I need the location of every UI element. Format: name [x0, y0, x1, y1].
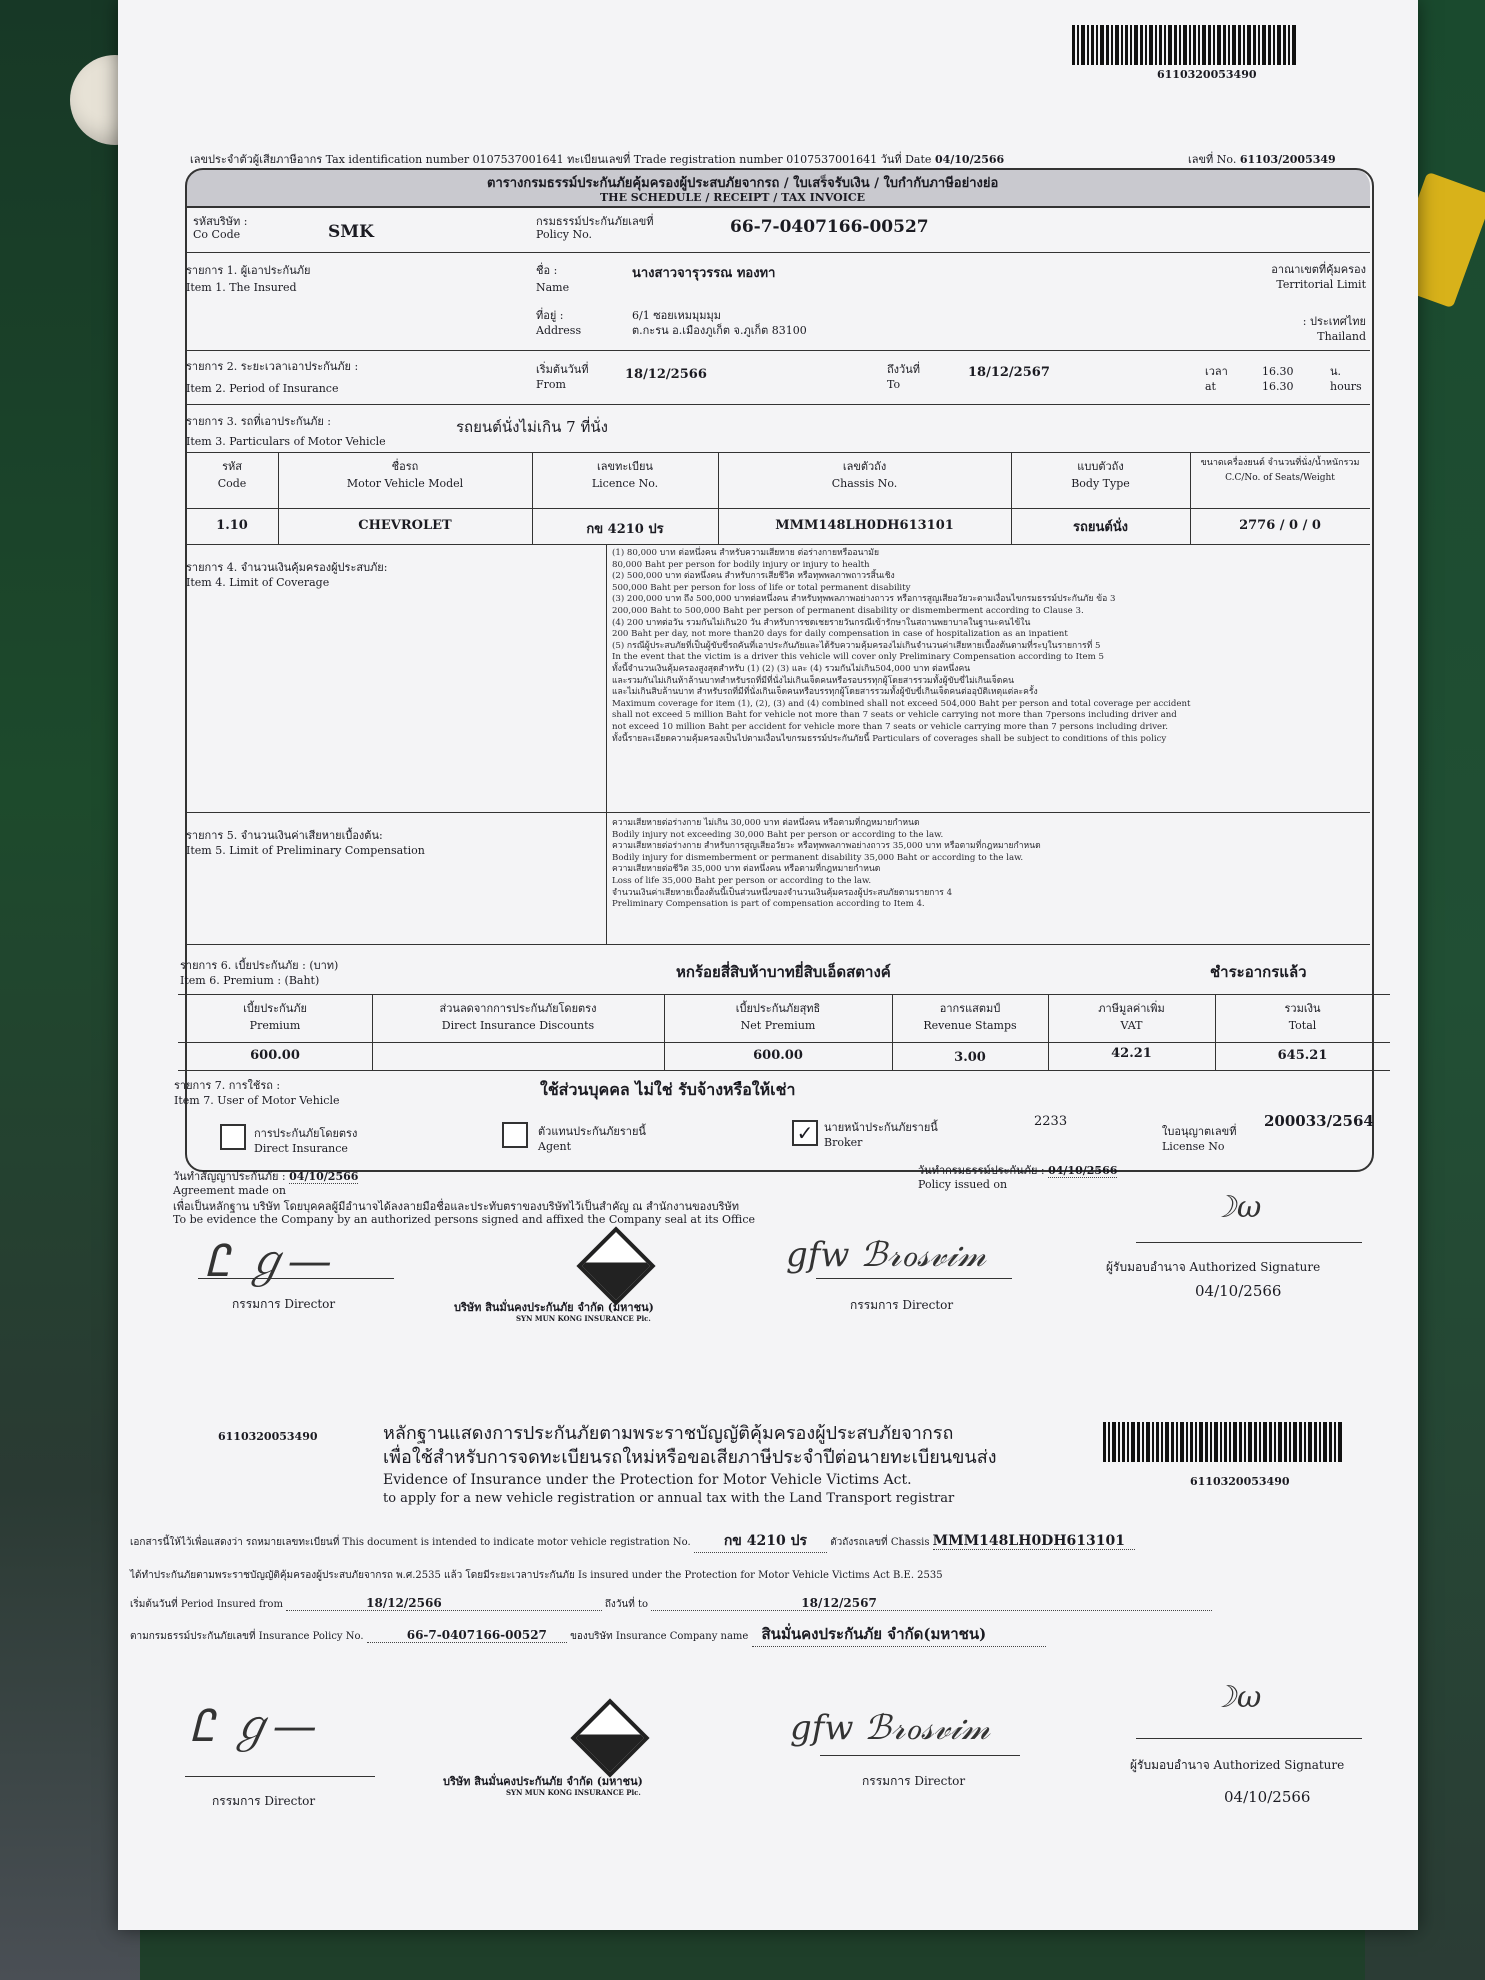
vh-model-th: ชื่อรถ [391, 460, 419, 473]
ph-vat-th: ภาษีมูลค่าเพิ่ม [1098, 1002, 1165, 1015]
item1-th: รายการ 1. ผู้เอาประกันภัย [186, 264, 311, 277]
address-line2: ต.กะรน อ.เมืองภูเก็ต จ.ภูเก็ต 83100 [632, 324, 807, 337]
broker-th: นายหน้าประกันภัยรายนี้ [824, 1121, 938, 1134]
vh-engine-en: C.C/No. of Seats/Weight [1225, 473, 1335, 483]
divider [186, 404, 1370, 405]
director-signature-1: Ꮭ ℊ— [205, 1236, 332, 1287]
license-en: License No [1162, 1140, 1225, 1153]
evidence-policy-no: 66-7-0407166-00527 [367, 1628, 567, 1643]
agent-label [538, 1124, 646, 1154]
broker-checkbox: ✓ [792, 1120, 818, 1146]
coverage-line: 200,000 Baht to 500,000 Baht per person of permanent disability or dismemberment according to Clause 3. [612, 605, 1084, 616]
ph-discount-en: Direct Insurance Discounts [441, 1019, 595, 1032]
premium-value: 600.00 [250, 1048, 300, 1063]
ph-stamps-th: อากรแสตมป์ [939, 1002, 1001, 1015]
vh-model [278, 458, 532, 492]
item1-label [186, 262, 310, 296]
net-premium-value: 600.00 [753, 1048, 803, 1063]
director-signature-3: Ꮭ ℊ— [190, 1701, 317, 1752]
issued-date: 04/10/2566 [1048, 1164, 1118, 1177]
vehicle-code: 1.10 [216, 518, 248, 533]
prelim-line: Bodily injury not exceeding 30,000 Baht per person or according to the law. [612, 829, 944, 840]
company-th-1: บริษัท สินมั่นคงประกันภัย จำกัด (มหาชน) [454, 1301, 654, 1314]
divider [178, 1070, 1390, 1071]
coverage-line: 200 Baht per day, not more than20 days for daily compensation in case of hospitalization as an inpatient [612, 629, 1068, 640]
ph-net-th: เบี้ยประกันภัยสุทธิ [735, 1002, 821, 1015]
evidence-line3 [130, 1596, 1212, 1612]
country-en: Thailand [1317, 330, 1366, 343]
period-from-date: 18/12/2566 [286, 1596, 602, 1611]
coverage-line: 80,000 Baht per person for bodily injury or injury to health [612, 559, 870, 570]
barcode-top-number: 6110320053490 [1157, 68, 1257, 81]
vh-body [1011, 458, 1190, 492]
vh-chassis-th: เลขตัวถัง [842, 460, 887, 473]
ph-discount-th: ส่วนลดจากการประกันภัยโดยตรง [439, 1002, 597, 1015]
director-label-2: กรรมการ Director [850, 1298, 954, 1312]
address-en: Address [536, 324, 582, 337]
prelim-line: ความเสียหายต่อร่างกาย ไม่เกิน 30,000 บาท ต่อหนึ่งคน หรือตามที่กฎหมายกำหนด [612, 818, 920, 828]
evidence-title-en2: to apply for a new vehicle registration or annual tax with the Land Transport registrar [383, 1491, 955, 1506]
ph-discount [372, 1000, 664, 1034]
direct-insurance-checkbox [220, 1124, 246, 1150]
direct-label [254, 1126, 357, 1156]
agent-checkbox [502, 1122, 528, 1148]
address-line1: 6/1 ซอยเหมมุมมุม [632, 309, 721, 322]
tax-id: 0107537001641 [472, 153, 564, 166]
vh-engine [1190, 456, 1370, 486]
issued-th [918, 1164, 1117, 1178]
coverage-line: not exceed 10 million Baht per accident for vehicle more than 7 seats or vehicle carrying more than 7 persons including driver. [612, 721, 1169, 732]
vh-body-th: แบบตัวถัง [1077, 460, 1124, 473]
signature-line [1136, 1242, 1362, 1243]
to-en: To [887, 378, 901, 391]
item1-en: Item 1. The Insured [186, 281, 297, 294]
time-unit-th: น. [1330, 365, 1342, 378]
item5-en: Item 5. Limit of Preliminary Compensation [186, 844, 425, 857]
policy-label-th: กรมธรรม์ประกันภัยเลขที่ [536, 215, 654, 228]
stamps-value: 3.00 [954, 1050, 986, 1065]
evidence-company-label: ของบริษัท Insurance Company name [570, 1631, 749, 1642]
territorial-th: อาณาเขตที่คุ้มครอง [1271, 263, 1366, 276]
trade-label: ทะเบียนเลขที่ Trade registration number [567, 153, 783, 166]
to-date: 18/12/2567 [968, 365, 1050, 380]
address-value [632, 308, 807, 338]
coverage-line: (3) 200,000 บาท ถึง 500,000 บาทต่อหนึ่งคน สำหรับทุพพลภาพอย่างถาวร หรือการสูญเสียอวัยวะตามเงื่อนไขกรมธรรม์ประกันภัย ข้อ 3 [612, 594, 1116, 605]
territorial-label [1238, 262, 1366, 292]
evidence-title-th1: หลักฐานแสดงการประกันภัยตามพระราชบัญญัติคุ้มครองผู้ประสบภัยจากรถ [383, 1423, 954, 1444]
evidence-title-th2: เพื่อใช้สำหรับการจดทะเบียนรถใหม่หรือขอเสียภาษีประจำปีต่อนายทะเบียนขนส่ง [383, 1447, 997, 1468]
license-label [1162, 1124, 1236, 1154]
license-th: ใบอนุญาตเลขที่ [1162, 1125, 1237, 1138]
authorized-signature-2: ☽ω [1210, 1680, 1262, 1715]
director-label-3: กรรมการ Director [212, 1794, 316, 1808]
company-en-1: SYN MUN KONG INSURANCE Plc. [516, 1314, 651, 1323]
broker-label [824, 1120, 938, 1150]
item2-en: Item 2. Period of Insurance [186, 382, 339, 395]
license-no: 200033/2564 [1264, 1112, 1374, 1130]
vh-chassis-en: Chassis No. [831, 477, 898, 490]
issued-en: Policy issued on [918, 1178, 1008, 1191]
item7-label [174, 1078, 339, 1108]
time-val-2: 16.30 [1262, 380, 1294, 393]
authorized-label-2: ผู้รับมอบอำนาจ Authorized Signature [1130, 1758, 1345, 1772]
ph-net [664, 1000, 892, 1034]
agreement-th [173, 1170, 358, 1184]
barcode-bottom [1103, 1422, 1388, 1462]
coverage-line: (4) 200 บาทต่อวัน รวมกันไม่เกิน20 วัน สำหรับการชดเชยรายวันกรณีเข้ารักษาในสถานพยาบาลในฐานะคนไข้ใน [612, 617, 1031, 628]
barcode-top [1072, 25, 1337, 65]
vh-licence [532, 458, 718, 492]
time-unit [1330, 364, 1362, 394]
time-unit-en: hours [1330, 380, 1362, 393]
col-line [606, 544, 607, 944]
coverage-line: (5) กรณีผู้ประสบภัยที่เป็นผู้ขับขี่รถคันที่เอาประกันภัยและได้รับความคุ้มครองไม่เกินจำนวนค่าเสียหายเบื้องต้นตามที่ระบุในรายการที่ 5 [612, 640, 1101, 651]
vh-engine-th: ขนาดเครื่องยนต์ จำนวนที่นั่ง/น้ำหนักรวม [1200, 458, 1360, 468]
ph-premium [178, 1000, 372, 1034]
policy-label-en: Policy No. [536, 228, 593, 241]
item7-en: Item 7. User of Motor Vehicle [174, 1094, 340, 1107]
time-value [1262, 364, 1294, 394]
from-en: From [536, 378, 566, 391]
item4-th: รายการ 4. จำนวนเงินคุ้มครองผู้ประสบภัย: [186, 561, 388, 574]
total-value: 645.21 [1277, 1048, 1328, 1063]
item4-label [186, 560, 387, 590]
evidence-th: เพื่อเป็นหลักฐาน บริษัท โดยบุคคลผู้มีอำนาจได้ลงลายมือชื่อและประทับตราของบริษัทไว้เป็นสำคัญ ณ สำนักงานของบริษัท [173, 1200, 740, 1213]
item7-th: รายการ 7. การใช้รถ : [174, 1079, 281, 1092]
prelim-text [612, 818, 1041, 911]
coverage-line: (1) 80,000 บาท ต่อหนึ่งคน สำหรับความเสียหาย ต่อร่างกายหรืออนามัย [612, 548, 880, 558]
vehicle-engine: 2776 / 0 / 0 [1239, 518, 1321, 533]
stamp-paid: ชำระอากรแล้ว [1210, 963, 1307, 981]
trade-no: 0107537001641 [786, 153, 878, 166]
issued-label [918, 1164, 1117, 1191]
divider [186, 508, 1370, 509]
issued-th-text: วันทำกรมธรรม์ประกันภัย : [918, 1164, 1045, 1177]
signature-line [1136, 1738, 1362, 1739]
ph-total [1215, 1000, 1390, 1034]
country [1238, 314, 1366, 344]
item3-en: Item 3. Particulars of Motor Vehicle [186, 435, 386, 448]
prelim-line: จำนวนเงินค่าเสียหายเบื้องต้นนี้เป็นส่วนหนึ่งของจำนวนเงินคุ้มครองผู้ประสบภัยตามรายการ 4 [612, 887, 953, 898]
prelim-line: Loss of life 35,000 Baht per person or according to the law. [612, 875, 872, 886]
period-to-label: ถึงวันที่ to [604, 1599, 649, 1610]
item5-th: รายการ 5. จำนวนเงินค่าเสียหายเบื้องต้น: [186, 829, 383, 842]
name-en: Name [536, 281, 570, 294]
ph-vat-en: VAT [1120, 1019, 1143, 1032]
evidence-en: To be evidence the Company by an authorized persons signed and affixed the Company seal at its Office [173, 1213, 755, 1226]
country-th: : ประเทศไทย [1302, 315, 1366, 328]
coverage-line: ทั้งนี้จำนวนเงินคุ้มครองสูงสุดสำหรับ (1) (2) (3) และ (4) รวมกันไม่เกิน504,000 บาท ต่อหนึ่งคน [612, 663, 971, 674]
signature-line [198, 1278, 394, 1279]
header-date: 04/10/2566 [934, 153, 1005, 166]
coverage-line: และรวมกันไม่เกินห้าล้านบาทสำหรับรถที่มีที่นั่งไม่เกินเจ็ดคนหรือรอบรรทุกผู้โดยสารรวมทั้งผู้ขับขี่ไม่เกินเจ็ดคน [612, 675, 1014, 686]
evidence-number-right: 6110320053490 [1190, 1475, 1290, 1488]
policy-no: 66-7-0407166-00527 [730, 217, 929, 237]
co-code-label-en: Co Code [193, 228, 241, 241]
from-date: 18/12/2566 [625, 367, 707, 382]
to-th: ถึงวันที่ [887, 363, 920, 376]
co-code: SMK [328, 222, 374, 242]
item3-label [186, 412, 386, 452]
ph-stamps [892, 1000, 1048, 1034]
divider [178, 1042, 1390, 1043]
item2-th: รายการ 2. ระยะเวลาเอาประกันภัย : [186, 360, 359, 373]
vh-chassis [718, 458, 1011, 492]
director-label-4: กรรมการ Director [862, 1774, 966, 1788]
director-label-1: กรรมการ Director [232, 1297, 336, 1311]
item2-label [186, 356, 358, 400]
prelim-line: Preliminary Compensation is part of compensation according to Item 4. [612, 899, 925, 910]
time-th: เวลา [1205, 365, 1228, 378]
evidence-title [383, 1422, 996, 1508]
divider [186, 350, 1370, 351]
evidence-line4 [130, 1622, 1046, 1647]
name-label [536, 262, 569, 296]
territorial-en: Territorial Limit [1276, 278, 1366, 291]
prelim-line: Bodily injury for dismemberment or permanent disability 35,000 Baht or according to the law. [612, 852, 1024, 863]
evidence-line2: ได้ทำประกันภัยตามพระราชบัญญัติคุ้มครองผู้ประสบภัยจากรถ พ.ศ.2535 แล้ว โดยมีระยะเวลาประกันภัย Is insured under the Protection for Motor Vehicle Victims Act B.E. 2535 [130, 1570, 943, 1581]
ph-vat [1048, 1000, 1215, 1034]
authorized-date-1: 04/10/2566 [1195, 1282, 1282, 1300]
address-label [536, 308, 581, 338]
tax-id-label: เลขประจำตัวผู้เสียภาษีอากร Tax identification number [190, 153, 470, 166]
name-th: ชื่อ : [536, 264, 558, 277]
vehicle-licence: กข 4210 ปร [586, 522, 664, 537]
item6-label [180, 958, 338, 988]
from-th: เริ่มต้นวันที่ [536, 363, 589, 376]
vehicle-type: รถยนต์นั่งไม่เกิน 7 ที่นั่ง [456, 418, 608, 436]
evidence-plate: กข 4210 ปร [694, 1530, 827, 1553]
director-signature-4: gfw ℬ𝓇ℴ𝓈𝓋𝒾𝓂 [790, 1708, 990, 1748]
broker-no: 2233 [1034, 1114, 1068, 1129]
prelim-line: ความเสียหายต่อร่างกาย สำหรับการสูญเสียอวัยวะ หรือทุพพลภาพอย่างถาวร 35,000 บาท หรือตามที่กฎหมายกำหนด [612, 841, 1041, 852]
ph-premium-th: เบี้ยประกันภัย [243, 1002, 307, 1015]
header-line [190, 150, 1004, 168]
doc-no: 61103/2005349 [1239, 153, 1336, 166]
co-code-label-th: รหัสบริษัท : [193, 215, 248, 228]
vehicle-body: รถยนต์นั่ง [1072, 520, 1129, 535]
broker-en: Broker [824, 1136, 863, 1149]
agent-th: ตัวแทนประกันภัยรายนี้ [538, 1125, 646, 1138]
vh-code-en: Code [217, 477, 247, 490]
premium-words: หกร้อยสี่สิบห้าบาทยี่สิบเอ็ดสตางค์ [676, 963, 891, 981]
period-to-date: 18/12/2567 [651, 1596, 1212, 1611]
authorized-label-1: ผู้รับมอบอำนาจ Authorized Signature [1106, 1260, 1321, 1274]
ph-stamps-en: Revenue Stamps [923, 1019, 1017, 1032]
agreement-date: 04/10/2566 [289, 1170, 359, 1183]
ph-net-en: Net Premium [740, 1019, 816, 1032]
divider [178, 994, 1390, 995]
coverage-line: shall not exceed 5 million Baht for vehicle not more than 7 seats or vehicle carrying not more than 7persons including driver and [612, 710, 1177, 721]
schedule-title-en: THE SCHEDULE / RECEIPT / TAX INVOICE [600, 191, 866, 204]
time-label [1205, 364, 1228, 394]
company-th-2: บริษัท สินมั่นคงประกันภัย จำกัด (มหาชน) [443, 1775, 643, 1788]
evidence-statement [173, 1200, 755, 1226]
no-label: เลขที่ No. [1188, 153, 1237, 166]
vh-licence-th: เลขทะเบียน [597, 460, 653, 473]
prelim-line: ความเสียหายต่อชีวิต 35,000 บาท ต่อหนึ่งคน หรือตามที่กฎหมายกำหนด [612, 864, 881, 875]
vehicle-model: CHEVROLET [358, 518, 452, 533]
authorized-signature-1: ☽ω [1210, 1190, 1262, 1225]
item3-th: รายการ 3. รถที่เอาประกันภัย : [186, 415, 332, 428]
director-signature-2: gfw ℬ𝓇ℴ𝓈𝓋𝒾𝓂 [786, 1235, 986, 1275]
authorized-date-2: 04/10/2566 [1224, 1788, 1311, 1806]
direct-en: Direct Insurance [254, 1142, 348, 1155]
agreement-th-text: วันทำสัญญาประกันภัย : [173, 1170, 286, 1183]
signature-line [820, 1755, 1020, 1756]
divider [186, 544, 1370, 545]
vh-licence-en: Licence No. [591, 477, 659, 490]
evidence-title-en1: Evidence of Insurance under the Protection for Motor Vehicle Victims Act. [383, 1472, 912, 1488]
ph-premium-en: Premium [249, 1019, 301, 1032]
header-no [1188, 150, 1336, 168]
agreement-label [173, 1170, 358, 1197]
vh-code-th: รหัส [222, 460, 242, 473]
coverage-line: 500,000 Baht per person for loss of life or total permanent disability [612, 582, 911, 593]
item6-th: รายการ 6. เบี้ยประกันภัย : (บาท) [180, 959, 339, 972]
evidence-company-name: สินมั่นคงประกันภัย จำกัด(มหาชน) [752, 1622, 1047, 1647]
date-label: วันที่ Date [880, 153, 932, 166]
evidence-policy-label: ตามกรมธรรม์ประกันภัยเลขที่ Insurance Policy No. [130, 1631, 364, 1642]
line1-label: เอกสารนี้ให้ไว้เพื่อแสดงว่า รถหมายเลขทะเบียนที่ This document is intended to indicate motor vehicle registration No. [130, 1537, 691, 1548]
evidence-number-left: 6110320053490 [218, 1430, 318, 1443]
to-label [887, 362, 920, 392]
signature-line [816, 1278, 1012, 1279]
insured-name: นางสาวจารุวรรณ ทองทา [632, 266, 776, 281]
time-val-1: 16.30 [1262, 365, 1294, 378]
evidence-line1 [130, 1530, 1135, 1553]
divider [186, 812, 1370, 813]
coverage-line: ทั้งนี้รายละเอียดความคุ้มครองเป็นไปตามเงื่อนไขกรมธรรม์ประกันภัยนี้ Particulars of coverages shall be subject to conditions of this policy [612, 733, 1167, 744]
vat-value: 42.21 [1111, 1046, 1152, 1061]
vh-body-en: Body Type [1071, 477, 1130, 490]
agent-en: Agent [538, 1140, 571, 1153]
policy-label [536, 215, 654, 241]
coverage-line: และไม่เกินสิบล้านบาท สำหรับรถที่มีที่นั่งเกินเจ็ดคนหรือบรรทุกผู้โดยสารรวมทั้งผู้ขับขี่เกินเจ็ดคนต่ออุบัติเหตุแต่ละครั้ง [612, 687, 1038, 698]
coverage-text [612, 548, 1190, 745]
item4-en: Item 4. Limit of Coverage [186, 576, 330, 589]
item5-label [186, 828, 425, 858]
schedule-title-th: ตารางกรมธรรม์ประกันภัยคุ้มครองผู้ประสบภัยจากรถ / ใบเสร็จรับเงิน / ใบกำกับภาษีอย่างย่อ [487, 176, 999, 191]
period-from-label: เริ่มต้นวันที่ Period Insured from [130, 1599, 283, 1610]
divider [186, 252, 1370, 253]
vehicle-usage: ใช้ส่วนบุคคล ไม่ใช่ รับจ้างหรือให้เช่า [540, 1080, 796, 1099]
time-en: at [1205, 380, 1216, 393]
ph-total-en: Total [1288, 1019, 1317, 1032]
vehicle-chassis: MMM148LH0DH613101 [775, 518, 954, 533]
chassis-label: ตัวถังรถเลขที่ Chassis [830, 1537, 930, 1548]
direct-th: การประกันภัยโดยตรง [254, 1127, 358, 1140]
vh-code [186, 458, 278, 492]
agreement-en: Agreement made on [173, 1184, 286, 1197]
coverage-line: (2) 500,000 บาท ต่อหนึ่งคน สำหรับการเสียชีวิต หรือทุพพลภาพถาวรสิ้นเชิง [612, 571, 895, 582]
coverage-line: In the event that the victim is a driver this vehicle will cover only Preliminary Compensation according to Item 5 [612, 652, 1104, 663]
ph-total-th: รวมเงิน [1284, 1002, 1321, 1015]
signature-line [185, 1776, 375, 1777]
co-code-label [193, 215, 247, 241]
divider [186, 944, 1370, 945]
divider [186, 452, 1370, 453]
from-label [536, 362, 589, 392]
company-en-2: SYN MUN KONG INSURANCE Plc. [506, 1788, 641, 1797]
coverage-line: Maximum coverage for item (1), (2), (3) and (4) combined shall not exceed 504,000 Baht per person and total coverage per accident [612, 698, 1191, 709]
vh-model-en: Motor Vehicle Model [346, 477, 464, 490]
item6-en: Item 6. Premium : (Baht) [180, 974, 320, 987]
evidence-chassis: MMM148LH0DH613101 [933, 1533, 1135, 1550]
address-th: ที่อยู่ : [536, 309, 564, 322]
